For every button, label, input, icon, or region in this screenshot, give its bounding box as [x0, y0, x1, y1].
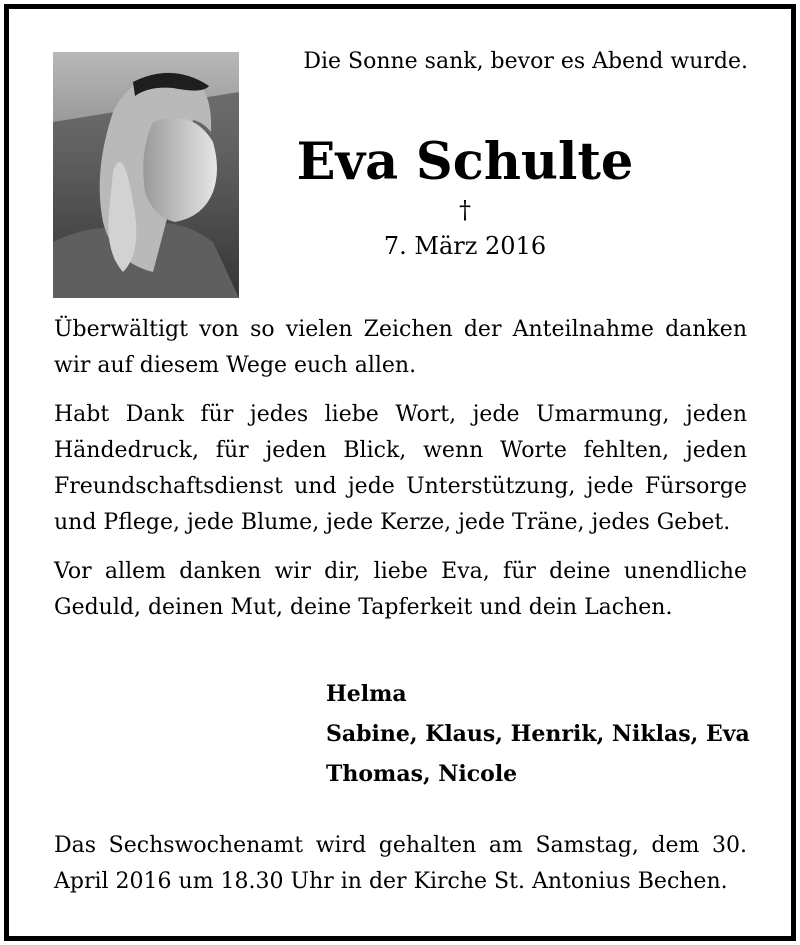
signer-line: Helma	[326, 681, 407, 707]
cross-icon: †	[459, 196, 471, 224]
signer-line: Thomas, Nicole	[326, 761, 518, 787]
death-date: 7. März 2016	[383, 232, 547, 260]
paragraph: Überwältigt von so vielen Zeichen der Anteilnahme danken wir auf diesem Wege euch allen.	[54, 317, 747, 378]
thank-you-text	[54, 312, 747, 639]
signers-list	[326, 674, 756, 794]
paragraph: Vor allem danken wir dir, liebe Eva, für deine unendliche Geduld, deinen Mut, deine Tapferkeit und dein Lachen.	[54, 559, 747, 620]
portrait-photo	[53, 52, 239, 298]
deceased-name: Eva Schulte	[296, 132, 634, 192]
paragraph: Habt Dank für jedes liebe Wort, jede Umarmung, jeden Händedruck, für jeden Blick, wenn Worte fehlten, jeden Freundschaftsdienst und jede Unterstützung, jede Fürsorge und Pflege, jede Blume, jede Kerze, jede Träne, jedes Gebet.	[54, 402, 747, 535]
signer-line: Sabine, Klaus, Henrik, Niklas, Eva	[326, 721, 750, 747]
service-announcement: Das Sechswochenamt wird gehalten am Samstag, dem 30. April 2016 um 18.30 Uhr in der Kirche St. Antonius Bechen.	[54, 833, 747, 894]
motto-quote: Die Sonne sank, bevor es Abend wurde.	[303, 49, 748, 74]
